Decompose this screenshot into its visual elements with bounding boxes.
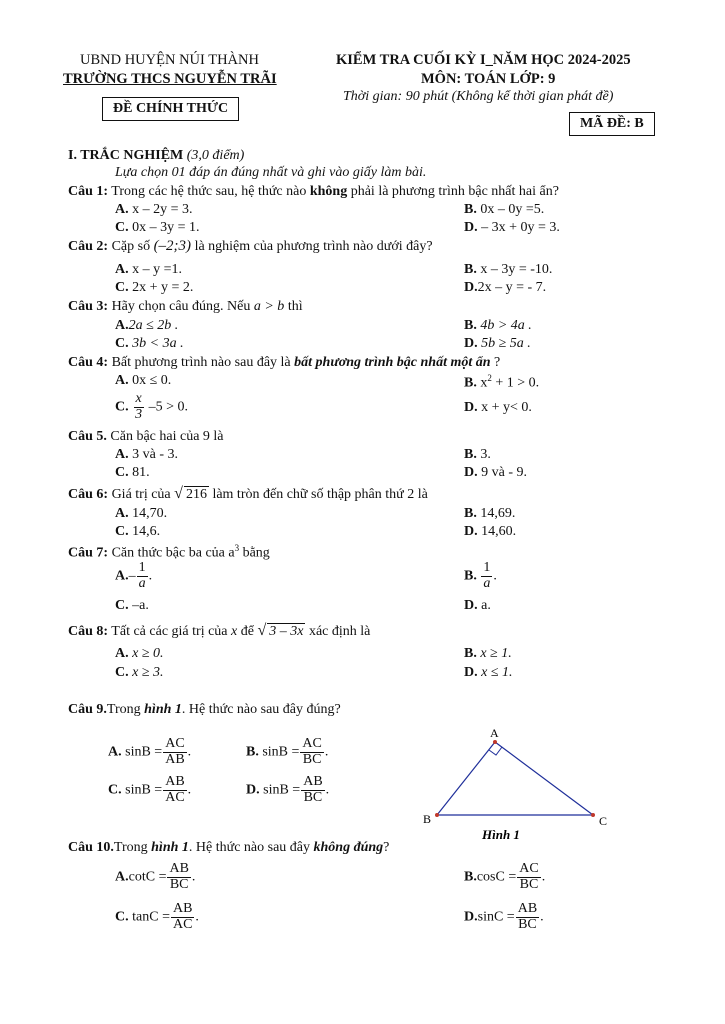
q7-option-a: A.– $\frac{1}{a}$ . [115, 560, 153, 591]
q10-option-d: D.sinC = $\frac{AB}{BC}$ . [464, 901, 544, 932]
subject-line: MÔN: TOÁN LỚP: 9 [421, 71, 556, 87]
question-9: Câu 9.Trong hình 1. Hệ thức nào sau đây đúng? [68, 702, 341, 717]
vertex-c-label: C [599, 814, 608, 828]
q1-option-d: D. – 3x + 0y = 3. [464, 220, 560, 235]
q2-option-c: C. 2x + y = 2. [115, 280, 194, 295]
question-2: Câu 2: Cặp số (–2;3) là nghiệm của phương trình nào dưới đây? [68, 238, 433, 254]
school-name: TRƯỜNG THCS NGUYỄN TRÃI [63, 71, 277, 87]
vertex-b-dot [435, 813, 439, 817]
q6-option-d: D. 14,60. [464, 524, 517, 539]
q4-option-c: C. $\frac{x}{3}$ –5 > 0. [115, 391, 189, 422]
q6-option-c: C. 14,6. [115, 524, 161, 539]
right-angle-marker [489, 747, 502, 755]
q8-option-c: C. x ≥ 3. [115, 665, 164, 680]
side-ac [495, 742, 593, 815]
q5-option-d: D. 9 và - 9. [464, 465, 528, 480]
official-badge: ĐỀ CHÍNH THỨC [102, 97, 239, 121]
question-7: Câu 7: Căn thức bậc ba của $a^3$ bằng [68, 543, 270, 561]
q5-option-c: C. 81. [115, 465, 150, 480]
q2-option-b: B. x – 3y = -10. [464, 262, 553, 277]
q5-option-a: A. 3 và - 3. [115, 447, 179, 462]
question-4: Câu 4: Bất phương trình nào sau đây là bất phương trình bậc nhất một ẩn ? [68, 355, 501, 370]
q3-option-b: B. 4b > 4a . [464, 318, 532, 333]
vertex-a-label: A [490, 726, 499, 740]
q7-option-d: D. a. [464, 598, 491, 613]
q4-option-a: A. 0x ≤ 0. [115, 373, 172, 388]
q1-option-a: A. x – 2y = 3. [115, 202, 193, 217]
q2-option-a: A. x – y =1. [115, 262, 183, 277]
q9-option-a: A. sinB = $\frac{AC}{AB}$ . [108, 736, 192, 767]
q9-option-c: C. sinB = $\frac{AB}{AC}$ . [108, 774, 192, 805]
question-3: Câu 3: Hãy chọn câu đúng. Nếu a > b thì [68, 299, 303, 314]
q3-option-d: D. 5b ≥ 5a . [464, 336, 531, 351]
q1-option-c: C. 0x – 3y = 1. [115, 220, 200, 235]
vertex-c-dot [591, 813, 595, 817]
question-5: Câu 5. Căn bậc hai của 9 là [68, 429, 224, 444]
q8-option-b: B. x ≥ 1. [464, 646, 512, 661]
question-1: Câu 1: Trong các hệ thức sau, hệ thức nào không phải là phương trình bậc nhất hai ẩn? [68, 184, 559, 199]
q10-option-b: B.cosC = $\frac{AC}{BC}$ . [464, 861, 546, 892]
q3-option-a: A.2a ≤ 2b . [115, 318, 179, 333]
q8-option-a: A. x ≥ 0. [115, 646, 164, 661]
section-instruction: Lựa chọn 01 đáp án đúng nhất và ghi vào giấy làm bài. [115, 165, 427, 180]
figure-caption: Hình 1 [482, 827, 520, 842]
vertex-b-label: B [423, 812, 432, 826]
triangle-figure [420, 725, 620, 850]
question-10: Câu 10.Trong hình 1. Hệ thức nào sau đây không đúng? [68, 840, 390, 855]
q4-option-d: D. x + y< 0. [464, 400, 532, 415]
q7-option-c: C. –a. [115, 598, 149, 613]
time-line: Thời gian: 90 phút (Không kể thời gian phát đề) [343, 89, 614, 104]
q10-option-c: C. tanC = $\frac{AB}{AC}$ . [115, 901, 199, 932]
q7-option-b: B. $\frac{1}{a}$ . [464, 560, 497, 591]
side-ab [437, 742, 495, 815]
q3-option-c: C. 3b < 3a . [115, 336, 184, 351]
q4-option-b: B. $x^2 + 1 > 0$. [464, 373, 540, 391]
question-8: Câu 8: Tất cả các giá trị của x để √ 3 – 3x xác định là [68, 622, 371, 639]
section-heading: I. TRẮC NGHIỆM (3,0 điểm) [68, 148, 245, 163]
vertex-a-dot [493, 740, 497, 744]
q9-option-b: B. sinB = $\frac{AC}{BC}$ . [246, 736, 329, 767]
q9-option-d: D. sinB = $\frac{AB}{BC}$ . [246, 774, 330, 805]
q10-option-a: A.cotC = $\frac{AB}{BC}$ . [115, 861, 196, 892]
exam-code-badge: MÃ ĐỀ: B [569, 112, 655, 136]
q1-option-b: B. 0x – 0y =5. [464, 202, 545, 217]
q5-option-b: B. 3. [464, 447, 491, 462]
exam-title: KIỂM TRA CUỐI KỲ I_NĂM HỌC 2024-2025 [336, 52, 631, 68]
q6-option-b: B. 14,69. [464, 506, 516, 521]
q2-option-d: D.2x – y = - 7. [464, 280, 547, 295]
district-name: UBND HUYỆN NÚI THÀNH [80, 52, 259, 68]
question-6: Câu 6: Giá trị của √ 216 làm tròn đến chữ số thập phân thứ 2 là [68, 485, 428, 502]
q8-option-d: D. x ≤ 1. [464, 665, 513, 680]
q6-option-a: A. 14,70. [115, 506, 168, 521]
